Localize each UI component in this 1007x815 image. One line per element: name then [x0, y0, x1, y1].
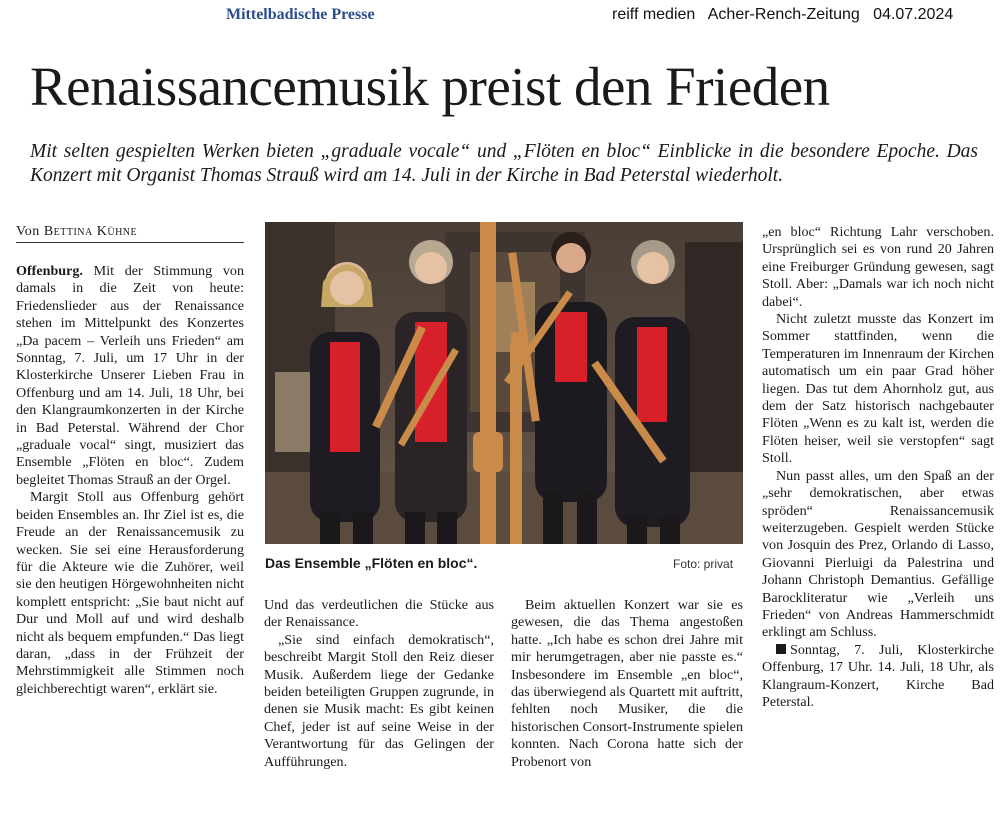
paragraph — [16, 263, 244, 489]
byline-author: Bettina Kühne — [43, 224, 138, 239]
info-box-text: Sonntag, 7. Juli, Klosterkirche Offenburg, 17 Uhr. 14. Juli, 18 Uhr, als Klangraum-Konzert, Kirche Bad Peterstal. — [762, 641, 994, 710]
column-4 — [762, 224, 994, 711]
paragraph: Margit Stoll aus Offenburg gehört beiden Ensembles an. Ihr Ziel ist es, die Freude an der Renaissancemusik zu wecken. Sie sei eine Herausforderung für die Akteure wie die Zuhörer, weil sie den heutigen Hörgewohnheiten nicht komplett entspricht: „Sie baut nicht auf Dur und Moll auf und wird deshalb nicht als bequem empfunden.“ Das liegt daran, „dass in der Frühzeit der Mehrstimmigkeit alle Stimmen noch gleichberechtigt waren“, erklärt sie. — [16, 489, 244, 697]
square-bullet-icon — [776, 644, 786, 654]
dateline: Offenburg. — [16, 263, 83, 279]
paragraph: „en bloc“ Richtung Lahr verschoben. Ursprünglich sei es von rund 20 Jahren eine Freiburger Gründung gewesen, sagt Stoll. Aber: „Damals war ich noch nicht dabei“. — [762, 224, 994, 310]
paragraph: „Sie sind einfach demokratisch“, beschreibt Margit Stoll den Reiz dieser Musik. Außerdem liege der Gedanke beiden beteiligten Gruppen zugrunde, in denen sie Musik macht: Es gibt keinen Chef, jeder ist auf seine Weise in der Verantwortung für das Gelingen der Aufführungen. — [264, 631, 494, 770]
photo-illustration — [265, 222, 743, 544]
byline-prefix: Von — [16, 224, 40, 239]
ensemble-photo — [265, 222, 743, 544]
column-1 — [16, 263, 244, 698]
paragraph: Beim aktuellen Konzert war sie es gewesen, die das Thema angestoßen hatte. „Ich habe es schon drei Jahre mit mir herumgetragen, aber nie passte es.“ Insbesondere im Ensemble „en bloc“, das überwiegend als Quartett mit auftritt, fehlten noch Musiker, die die historischen Consort-Instrumente spielen konnten. Nach Corona hatte sich der Probenort von — [511, 597, 743, 770]
paragraph: Und das verdeutlichen die Stücke aus der Renaissance. — [264, 597, 494, 631]
paragraph-text: Mit der Stimmung von damals in die Zeit von heute: Friedenslieder aus der Renaissance stehen im Mittelpunkt des Konzertes „Da pacem – Verleih uns Frieden“ am Sonntag, 7. Juli, um 17 Uhr in der Klosterkirche Unserer Lieben Frau in Offenburg und am 14. Juli, 18 Uhr, bei den Klangraumkonzerten in der Kirche in Bad Peterstal. Während der Chor „graduale vocal“ singt, musiziert das Ensemble „Flöten en bloc“. Zudem begleitet Thomas Strauß an der Orgel. — [16, 263, 244, 488]
photo-caption: Das Ensemble „Flöten en bloc“. — [265, 555, 478, 571]
info-box — [762, 642, 994, 712]
column-3 — [511, 597, 743, 771]
paragraph: Nun passt alles, um den Spaß an der „sehr demokratischen, aber etwas spröden“ Renaissancemusik weiterzugeben. Gespielt werden Stücke von Josquin des Prez, Orlando di Lasso, Giovanni Pierluigi da Palestrina und Johann Christoph Demantius. Gefällige Barockliteratur wie „Verleih uns Frieden“ von Andreas Hammerschmidt erklingt am Schluss. — [762, 467, 994, 641]
photo-credit: Foto: privat — [673, 557, 734, 571]
source-line: reiff medien Acher-Rench-Zeitung 04.07.2024 — [612, 6, 954, 23]
newspaper-name: Mittelbadische Presse — [226, 6, 375, 23]
byline — [16, 224, 244, 243]
paragraph: Nicht zuletzt musste das Konzert im Sommer stattfinden, wenn die Temperaturen im Innenraum der Kirchen automatisch um ein paar Grad höher liegen. Das tut dem Ahornholz gut, aus dem der Satz historisch nachgebauter Flöten „Wenn es zu kalt ist, werden die Flöten heiser, weil sie verstopfen“ sagt Stoll. — [762, 311, 994, 467]
subhead: Mit selten gespielten Werken bieten „graduale vocale“ und „Flöten en bloc“ Einblicke in die besondere Epoche. Das Konzert mit Organist Thomas Strauß wird am 14. Juli in der Kirche in Bad Peterstal wiederholt. — [30, 141, 978, 186]
column-2 — [264, 597, 494, 771]
headline: Renaissancemusik preist den Frieden — [30, 56, 830, 117]
